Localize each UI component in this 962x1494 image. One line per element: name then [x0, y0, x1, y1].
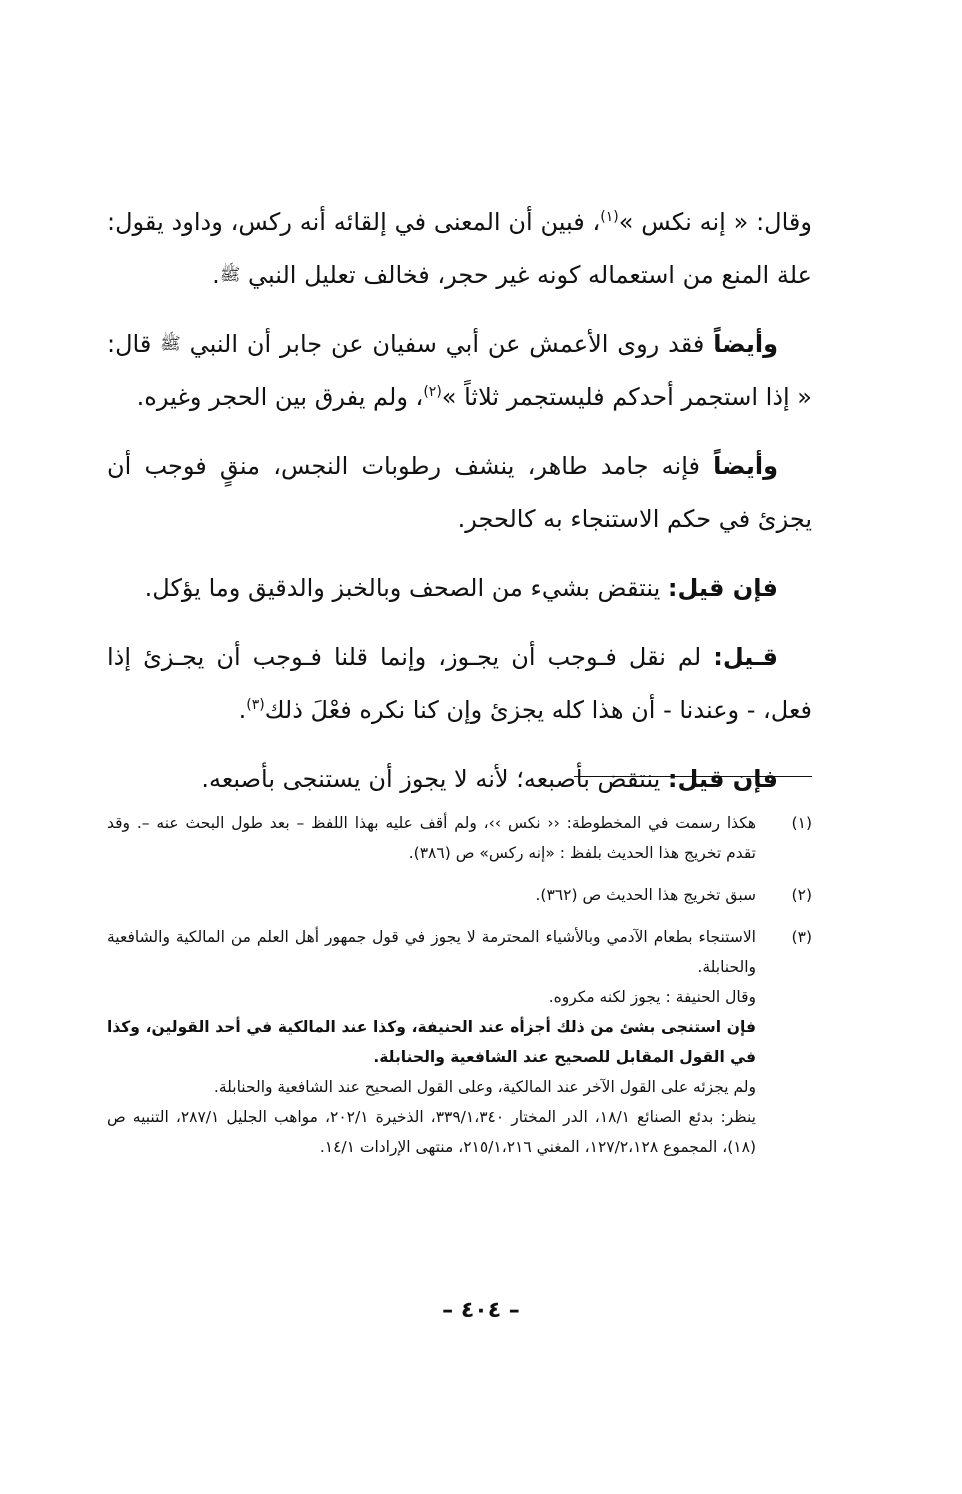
quote-text: قال: « إذا استجمر أحدكم فليستجمر ثلاثاً » [107, 330, 812, 411]
paragraph-text: فإنه جامد طاهر، ينشف رطوبات النجس، منقٍ فوجب أن يجزئ في حكم الاستنجاء به كالحجر. [107, 452, 812, 533]
footnote-2 [107, 880, 812, 910]
paragraph-end: ، ولم يفرق بين الحجر وغيره. [136, 383, 424, 411]
footnote-number: (١) [791, 814, 812, 832]
lead-word: قـيل: [713, 643, 778, 671]
footnote-1 [107, 808, 812, 868]
paragraph-end: . [212, 261, 220, 289]
lead-word: وأيضاً [713, 452, 778, 480]
lead-word: وأيضاً [713, 330, 779, 358]
footnote-number: (٢) [791, 886, 812, 904]
paragraph-4 [107, 562, 812, 615]
footnote-3 [107, 922, 812, 1162]
footnote-body [107, 880, 756, 910]
footnote-line: هكذا رسمت في المخطوطة: ‹‹ نكس ››، ولم أقف عليه بهذا اللفظ – بعد طول البحث عنه –. وقد تقدم تخريج هذا الحديث بلفظ : «إنه ركس» ص (٣٨٦). [107, 814, 756, 862]
paragraph-text: ، فبين أن المعنى في إلقائه أنه ركس، وداود يقول: علة المنع من استعماله كونه غير حجر، فخالف تعليل النبي [107, 208, 812, 289]
footnote-line: فإن استنجى بشئ من ذلك أجزأه عند الحنيفة، وكذا عند المالكية في أحد القولين، وكذا في القول المقابل للصحيح عند الشافعية والحنابلة. [107, 1018, 756, 1066]
footnote-line: ولم يجزئه على القول الآخر عند المالكية، وعلى القول الصحيح عند الشافعية والحنابلة. [213, 1078, 756, 1096]
footnote-line: ينظر: بدئع الصنائع ١٨/١، الدر المختار ٣٣٩/١،٣٤٠، الذخيرة ٢٠٢/١، مواهب الجليل ٢٨٧/١، التنبيه ص (١٨)، المجموع ١٢٧/٢،١٢٨، المغني ٢١٥/١،٢١٦، منتهى الإرادات ١٤/١. [107, 1108, 756, 1156]
lead-word: فإن قيل: [667, 574, 778, 602]
footnote-line: سبق تخريج هذا الحديث ص (٣٦٢). [535, 886, 756, 904]
main-text [107, 196, 812, 822]
paragraph-text: ينتقض بشيء من الصحف وبالخبز والدقيق وما يؤكل. [144, 574, 668, 602]
footnote-ref-1: (١) [600, 209, 619, 225]
footnotes [107, 808, 812, 1174]
page-number: – ٤٠٤ – [442, 1298, 520, 1323]
paragraph-text: فقد روى الأعمش عن أبي سفيان عن جابر أن النبي [180, 330, 714, 358]
footnote-body [107, 922, 756, 1162]
paragraph-1 [107, 196, 812, 302]
footnote-line: وقال الحنيفة : يجوز لكنه مكروه. [548, 988, 756, 1006]
footnote-ref-2: (٢) [423, 384, 442, 400]
paragraph-6 [107, 753, 812, 806]
paragraph-3 [107, 440, 812, 546]
honorific-glyph: ﷺ [160, 334, 181, 354]
footnote-divider [574, 776, 812, 777]
footnote-body [107, 808, 756, 868]
paragraph-5 [107, 631, 812, 737]
quote-text: وقال: « إنه نكس » [618, 208, 812, 236]
paragraph-end: . [238, 696, 247, 724]
honorific-glyph: ﷺ [219, 265, 241, 285]
paragraph-text: ينتقض بأصبعه؛ لأنه لا يجوز أن يستنجى بأصبعه. [201, 765, 668, 793]
footnote-ref-3: (٣) [246, 697, 265, 713]
lead-word: فإن قيل: [667, 765, 778, 793]
paragraph-text: لم نقل فـوجب أن يجـوز، وإنما قلنا فـوجب أن يجـزئ إذا فعل، - وعندنا - أن هذا كله يجزئ وإن كنا نكره فعْلَ ذلك [107, 643, 812, 724]
footnote-line: الاستنجاء بطعام الآدمي وبالأشياء المحترمة لا يجوز في قول جمهور أهل العلم من المالكية والشافعية والحنابلة. [107, 928, 756, 976]
footnote-number: (٣) [791, 928, 812, 946]
paragraph-2 [107, 318, 812, 424]
